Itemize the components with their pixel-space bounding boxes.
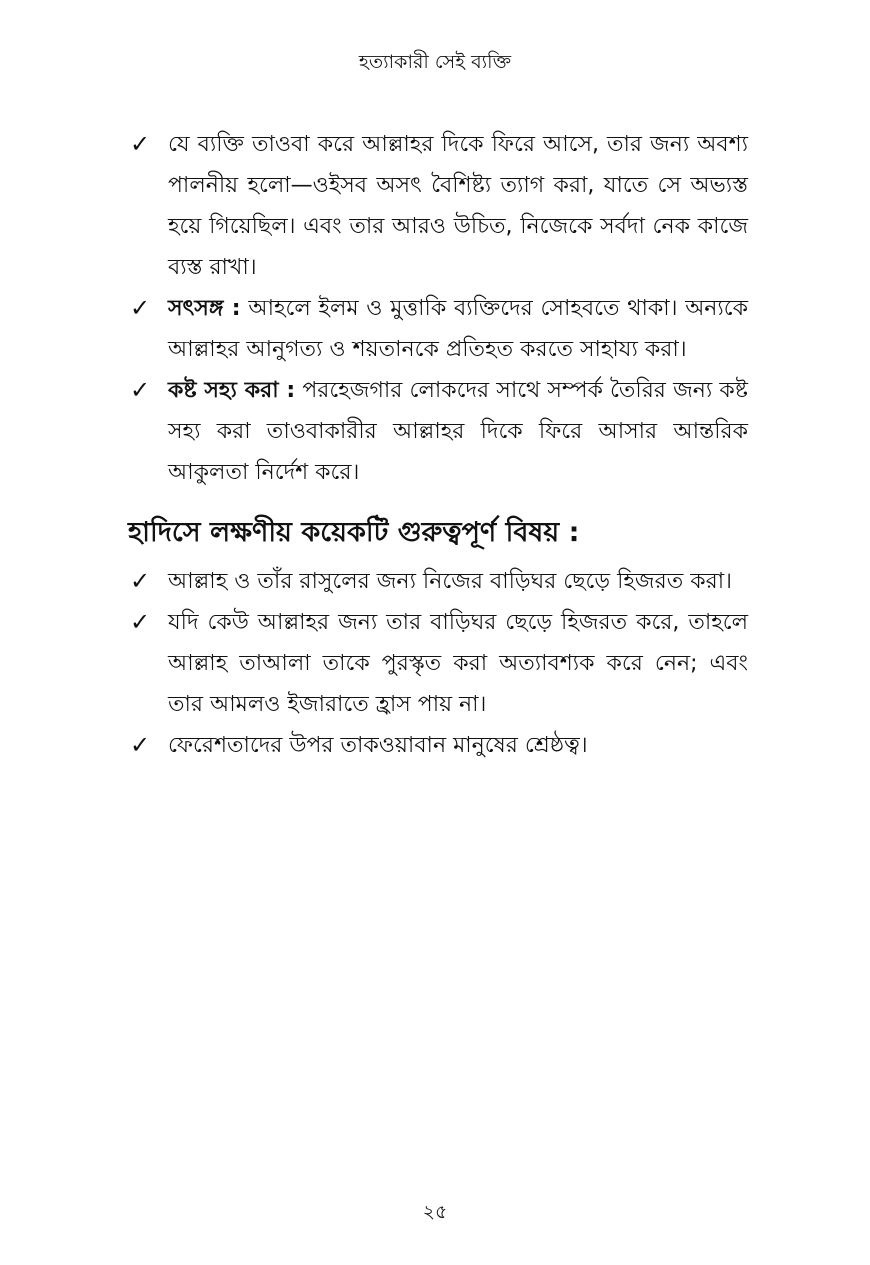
list-item-text: যে ব্যক্তি তাওবা করে আল্লাহর দিকে ফিরে আসে, তার জন্য অবশ্য পালনীয় হলো—ওইসব অসৎ বৈশিষ্ট্য ত্যাগ করা, যাতে সে অভ্যস্ত হয়ে গিয়েছিল। এবং তার আরও উচিত, নিজেকে সর্বদা নেক কাজে ব্যস্ত রাখা। [168,132,748,280]
checkmark-icon: ✓ [130,376,151,404]
list-item-text: পরহেজগার লোকদের সাথে সম্পর্ক তৈরির জন্য কষ্ট সহ্য করা তাওবাকারীর আল্লাহর দিকে ফিরে আসার আন্তরিক আকুলতা নির্দেশ করে। [168,378,748,485]
list-item-text: আহলে ইলম ও মুত্তাকি ব্যক্তিদের সোহবতে থাকা। অন্যকে আল্লাহর আনুগত্য ও শয়তানকে প্রতিহত করতে সাহায্য করা। [168,296,748,362]
checkmark-icon: ✓ [130,130,151,158]
list-item [128,288,748,370]
checkmark-icon: ✓ [130,731,151,759]
list-item-text: ফেরেশতাদের উপর তাকওয়াবান মানুষের শ্রেষ্ঠত্ব। [168,733,588,758]
checkmark-icon: ✓ [130,567,151,595]
checkmark-icon: ✓ [130,294,151,322]
list-item [128,602,748,725]
list-item-text: যদি কেউ আল্লাহর জন্য তার বাড়িঘর ছেড়ে হিজরত করে, তাহলে আল্লাহ তাআলা তাকে পুরস্কৃত করা অত্যাবশ্যক করে নেন; এবং তার আমলও ইজারাতে হ্রাস পায় না। [168,610,748,717]
page-number: ২৫ [422,1201,448,1223]
checkmark-icon: ✓ [130,608,151,636]
bullet-list-1 [128,124,748,493]
list-item-text: আল্লাহ ও তাঁর রাসুলের জন্য নিজের বাড়িঘর ছেড়ে হিজরত করা। [168,569,732,594]
list-item [128,370,748,493]
running-header: হত্যাকারী সেই ব্যক্তি [358,51,512,73]
list-item [128,561,748,602]
bullet-list-2 [128,561,748,766]
section-heading: হাদিসে লক্ষণীয় কয়েকটি গুরুত্বপূর্ণ বিষয় : [128,517,580,548]
list-item [128,725,748,766]
list-item-term: কষ্ট সহ্য করা : [168,378,296,403]
list-item [128,124,748,288]
list-item-term: সৎসঙ্গ : [168,296,241,321]
